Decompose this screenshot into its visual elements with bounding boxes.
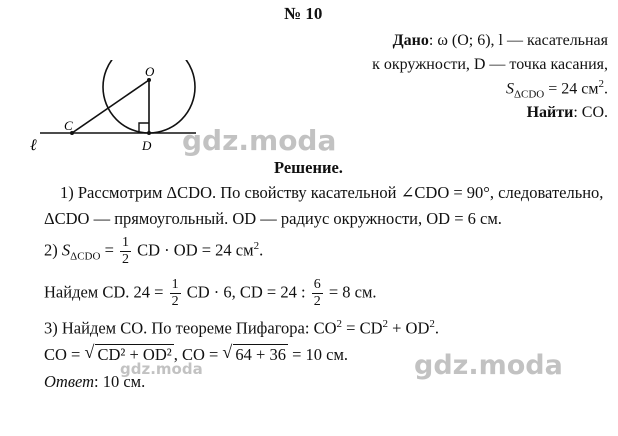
step3-line: 3) Найдем CO. По теореме Пифагора: $CO^2 = CD^2 + OD^2$.: [44, 318, 440, 338]
given-line-3: $S_{\Delta CDO} = 24$ $см^2$.: [505, 78, 608, 101]
label-d: D: [142, 138, 152, 153]
problem-number: № 10: [284, 4, 323, 23]
label-l: ℓ: [30, 137, 37, 154]
sqrt-1: √ CD² + OD²: [84, 345, 173, 365]
segment-co: [72, 80, 149, 133]
given-line-1: Дано: ω (O; 6), l — касательная: [392, 32, 608, 49]
sqrt-2: √ 64 + 36: [222, 345, 288, 365]
point-d: [147, 131, 151, 135]
label-o: O: [145, 64, 155, 79]
step2-line: 2) $S_{\Delta CDO}$ = $\frac{1}{2}$ CD · OD = 24 $см^2$.: [44, 235, 264, 267]
step1-line1: 1) Рассмотрим ΔCDO. По свойству касательной ∠CDO = 90°, следовательно,: [60, 183, 604, 202]
given-find: Найти: CO.: [526, 104, 608, 121]
find-cd-line: Найдем CD. 24 = $\frac{1}{2}$ CD · 6, CD = 24 : $\frac{6}{2}$ = 8 см.: [44, 277, 377, 309]
find-cd-fraction-1: $\frac{1}{2}$: [171, 277, 179, 309]
label-c: C: [64, 118, 73, 133]
find-cd-fraction-2: $\frac{6}{2}$: [313, 277, 321, 309]
step1-line2: ΔCDO — прямоугольный. OD — радиус окружности, OD = 6 см.: [44, 209, 502, 228]
answer-line: Ответ: 10 см.: [44, 372, 146, 391]
watermark-bottom-left: gdz.moda: [120, 360, 203, 378]
co-line: CO = √ CD² + OD² , CO = √ 64 + 36 = 10 см.: [44, 345, 348, 365]
step2-fraction: $\frac{1}{2}$: [122, 235, 129, 267]
given-line-2: к окружности, D — точка касания,: [372, 56, 608, 73]
watermark-bottom-right: gdz.moda: [414, 350, 563, 381]
watermark-top: gdz.moda: [182, 124, 337, 157]
solution-heading: Решение.: [274, 158, 343, 177]
